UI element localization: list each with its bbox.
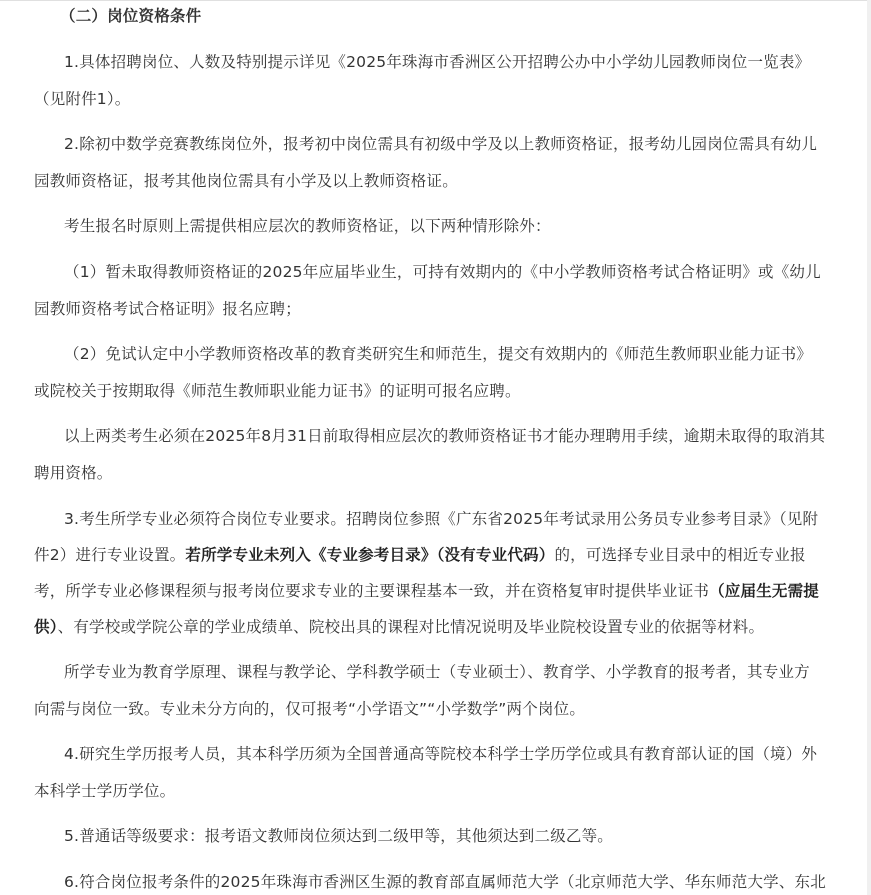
paragraph-7-emphasis-unlisted-major: 若所学专业未列入《专业参考目录》（没有专业代码）: [185, 546, 555, 564]
paragraph-2-line-1: 2.除初中数学竞赛教练岗位外，报考初中岗位需具有初级中学及以上教师资格证，报考幼儿园岗位需具有幼儿: [64, 135, 818, 153]
paragraph-7-line-4-b: 、有学校或学院公章的学业成绩单、院校出具的课程对比情况说明及毕业院校设置专业的依据等材料。: [57, 618, 765, 636]
paragraph-10-line-1: 5.普通话等级要求：报考语文教师岗位须达到二级甲等，其他须达到二级乙等。: [64, 827, 613, 845]
section-heading: （二）岗位资格条件: [60, 7, 202, 25]
paragraph-7-line-3-a: 考，所学专业必修课程须与报考岗位要求专业的主要课程基本一致，并在资格复审时提供毕业证书: [34, 582, 710, 600]
paragraph-7-line-1: 3.考生所学专业必须符合岗位专业要求。招聘岗位参照《广东省2025年考试录用公务员专业参考目录》（见附: [64, 510, 819, 528]
paragraph-4-line-1: （1）暂未取得教师资格证的2025年应届毕业生，可持有效期内的《中小学教师资格考试合格证明》或《幼儿: [64, 263, 821, 281]
paragraph-9-line-2: 本科学士学历学位。: [34, 782, 176, 800]
paragraph-5-line-2: 或院校关于按期取得《师范生教师职业能力证书》的证明可报名应聘。: [34, 382, 521, 400]
paragraph-9-line-1: 4.研究生学历报考人员，其本科学历须为全国普通高等院校本科学士学历学位或具有教育部认证的国（境）外: [64, 745, 818, 763]
paragraph-6-line-1: 以上两类考生必须在2025年8月31日前取得相应层次的教师资格证书才能办理聘用手续，逾期未取得的取消其: [64, 427, 826, 445]
paragraph-7-line-2-a: 件2）进行专业设置。: [34, 546, 186, 564]
paragraph-4-line-2: 园教师资格考试合格证明》报名应聘；: [34, 300, 301, 318]
paragraph-2-line-2: 园教师资格证，报考其他岗位需具有小学及以上教师资格证。: [34, 172, 458, 190]
paragraph-1-line-1: 1.具体招聘岗位、人数及特别提示详见《2025年珠海市香洲区公开招聘公办中小学幼儿园教师岗位一览表》: [64, 53, 811, 71]
paragraph-7-emphasis-graduates-exempt: （应届生无需提: [709, 582, 820, 600]
paragraph-7-emphasis-close-paren: 供）: [34, 618, 58, 636]
paragraph-8-line-2: 向需与岗位一致。专业未分方向的，仅可报考“小学语文”“小学数学”两个岗位。: [34, 700, 586, 718]
paragraph-3-line-1: 考生报名时原则上需提供相应层次的教师资格证，以下两种情形除外：: [64, 217, 551, 235]
paragraph-1-line-2: （见附件1）。: [34, 90, 131, 108]
paragraph-8-line-1: 所学专业为教育学原理、课程与教学论、学科教学硕士（专业硕士）、教育学、小学教育的报考者，其专业方: [64, 663, 810, 681]
paragraph-11-line-1: 6.符合岗位报考条件的2025年珠海市香洲区生源的教育部直属师范大学（北京师范大学、华东师范大学、东北: [64, 873, 826, 891]
paragraph-7-line-2-c: 的，可选择专业目录中的相近专业报: [554, 546, 806, 564]
paragraph-7-line-3: [34, 581, 819, 601]
paragraph-6-line-2: 聘用资格。: [34, 464, 113, 482]
paragraph-5-line-1: （2）免试认定中小学教师资格改革的教育类研究生和师范生，提交有效期内的《师范生教师职业能力证书》: [64, 345, 812, 363]
paragraph-7-line-4: [34, 617, 764, 637]
paragraph-7-line-2: [34, 545, 806, 565]
